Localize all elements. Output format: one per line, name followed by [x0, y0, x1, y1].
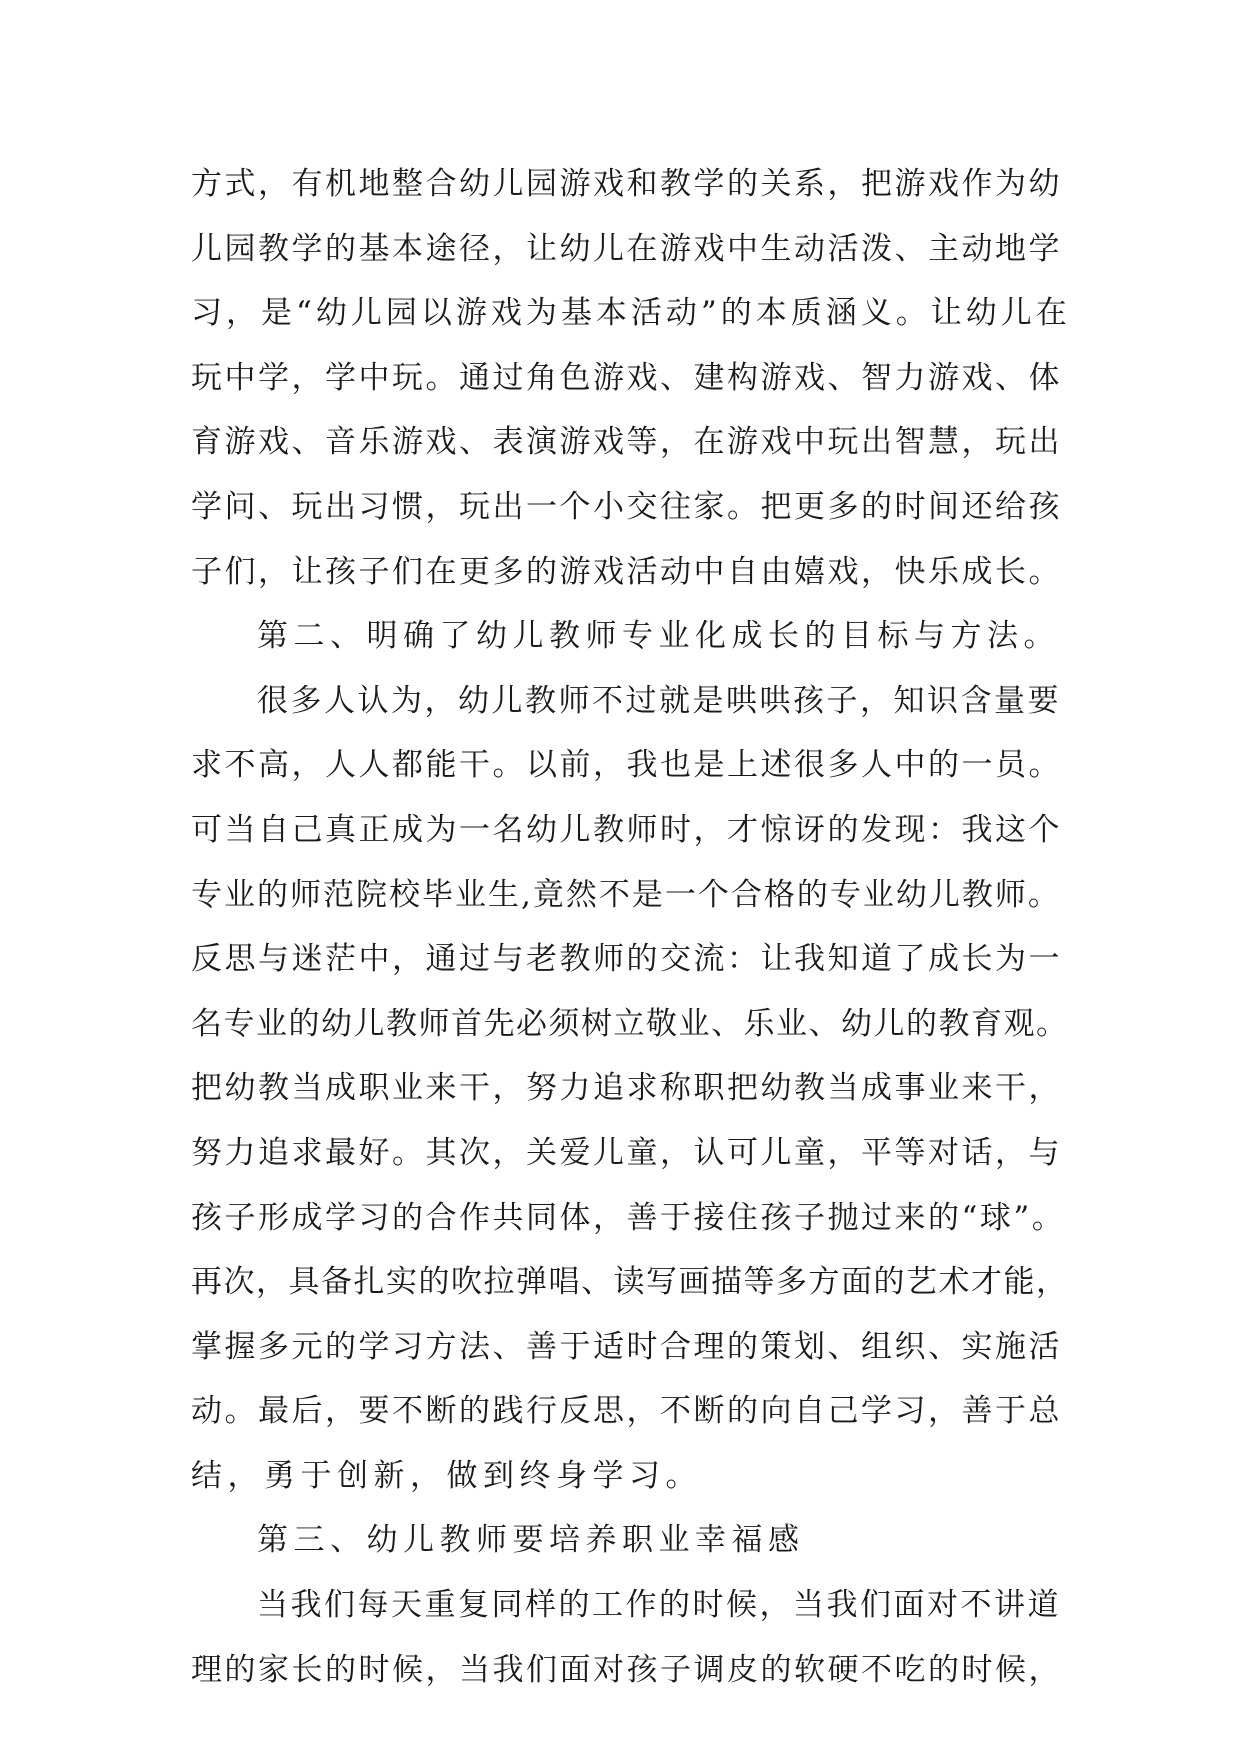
text-line: 努力追求最好。其次，关爱儿童，认可儿童，平等对话，与 [191, 1134, 1062, 1171]
text-line: 玩中学，学中玩。通过角色游戏、建构游戏、智力游戏、体 [191, 359, 1062, 396]
text-line: 子们，让孩子们在更多的游戏活动中自由嬉戏，快乐成长。 [191, 553, 1062, 590]
text-line: 当我们每天重复同样的工作的时候，当我们面对不讲道 [257, 1587, 1061, 1624]
text-line: 把幼教当成职业来干，努力追求称职把幼教当成事业来干， [191, 1070, 1062, 1107]
text-line: 掌握多元的学习方法、善于适时合理的策划、组织、实施活 [191, 1328, 1062, 1365]
text-line: 可当自己真正成为一名幼儿教师时，才惊讶的发现：我这个 [191, 811, 1062, 848]
text-line: 第二、明确了幼儿教师专业化成长的目标与方法。 [257, 618, 1060, 655]
body-text [191, 152, 1071, 1702]
text-line: 专业的师范院校毕业生,竟然不是一个合格的专业幼儿教师。 [191, 876, 1061, 913]
text-line: 动。最后，要不断的践行反思，不断的向自己学习，善于总 [191, 1393, 1062, 1430]
text-line: 很多人认为，幼儿教师不过就是哄哄孩子，知识含量要 [257, 682, 1061, 719]
text-line: 孩子形成学习的合作共同体，善于接住孩子抛过来的“球”。 [191, 1199, 1066, 1236]
text-line: 育游戏、音乐游戏、表演游戏等，在游戏中玩出智慧，玩出 [191, 424, 1062, 461]
text-line: 习，是“幼儿园以游戏为基本活动”的本质涵义。让幼儿在 [191, 295, 1071, 332]
text-line: 反思与迷茫中，通过与老教师的交流：让我知道了成长为一 [191, 941, 1062, 978]
text-line: 第三、幼儿教师要培养职业幸福感 [257, 1522, 805, 1559]
text-line: 理的家长的时候，当我们面对孩子调皮的软硬不吃的时候， [191, 1651, 1062, 1688]
text-line: 结，勇于创新，做到终身学习。 [191, 1457, 702, 1494]
text-line: 名专业的幼儿教师首先必须树立敬业、乐业、幼儿的教育观。 [191, 1005, 1069, 1042]
text-line: 方式，有机地整合幼儿园游戏和教学的关系，把游戏作为幼 [191, 166, 1062, 202]
text-line: 求不高，人人都能干。以前，我也是上述很多人中的一员。 [191, 747, 1062, 784]
text-line: 学问、玩出习惯，玩出一个小交往家。把更多的时间还给孩 [191, 488, 1062, 525]
text-line: 儿园教学的基本途径，让幼儿在游戏中生动活泼、主动地学 [191, 230, 1062, 267]
text-line: 再次，具备扎实的吹拉弹唱、读写画描等多方面的艺术才能， [191, 1264, 1069, 1301]
